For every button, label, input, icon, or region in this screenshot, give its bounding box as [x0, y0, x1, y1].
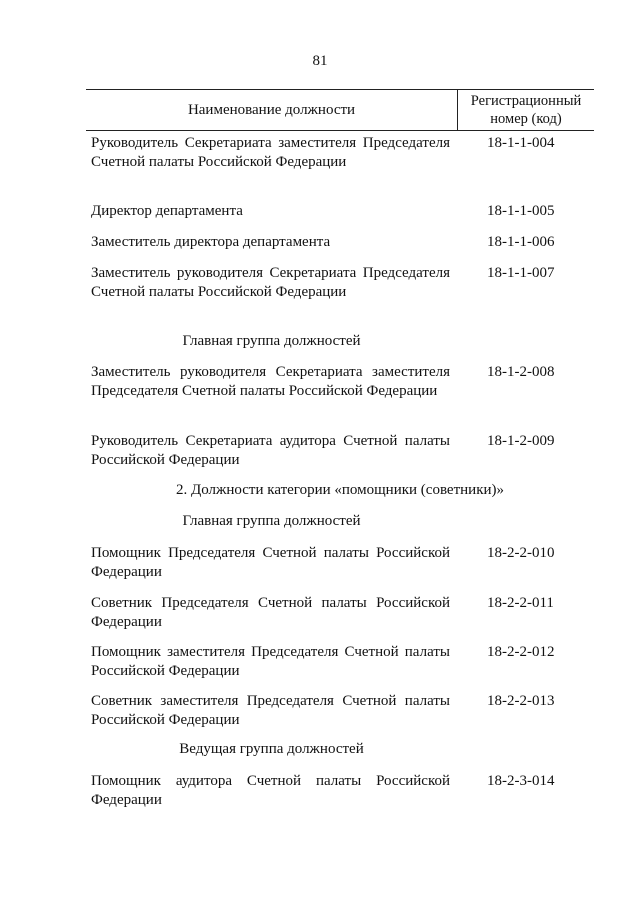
position-name: Заместитель директора департамента: [91, 234, 331, 250]
column-header-code-line2: номер (код): [490, 111, 562, 127]
position-code: 18-2-3-014: [487, 773, 555, 789]
section-heading: 2. Должности категории «помощники (советники)»: [175, 482, 505, 498]
position-code: 18-1-2-008: [487, 364, 555, 380]
table-header: [86, 89, 594, 131]
position-name: Помощник аудитора Счетной палаты Российской Федерации: [91, 773, 450, 808]
position-name: Помощник Председателя Счетной палаты Российской Федерации: [91, 545, 450, 580]
position-code: 18-2-2-012: [487, 644, 555, 660]
position-name: Советник заместителя Председателя Счетной палаты Российской Федерации: [91, 693, 450, 728]
column-header-code-line1: Регистрационный: [470, 93, 582, 109]
position-name: Руководитель Секретариата аудитора Счетной палаты Российской Федерации: [91, 433, 450, 468]
position-code: 18-2-2-013: [487, 693, 555, 709]
position-name: Руководитель Секретариата заместителя Председателя Счетной палаты Российской Федерации: [91, 135, 450, 170]
group-heading: Главная группа должностей: [182, 513, 361, 529]
column-header-name: Наименование должности: [187, 102, 356, 118]
position-code: 18-1-2-009: [487, 433, 555, 449]
position-name: Советник Председателя Счетной палаты Российской Федерации: [91, 595, 450, 630]
position-code: 18-1-1-005: [487, 203, 555, 219]
position-name: Директор департамента: [91, 203, 243, 219]
position-code: 18-1-1-006: [487, 234, 555, 250]
position-name: Заместитель руководителя Секретариата Председателя Счетной палаты Российской Федерации: [91, 265, 450, 300]
column-header-code: [458, 92, 594, 128]
position-code: 18-1-1-007: [487, 265, 555, 281]
group-heading: Главная группа должностей: [182, 333, 361, 349]
group-heading: Ведущая группа должностей: [179, 741, 364, 757]
page-number: 81: [312, 53, 328, 69]
position-code: 18-2-2-011: [487, 595, 554, 611]
position-code: 18-2-2-010: [487, 545, 555, 561]
position-name: Помощник заместителя Председателя Счетной палаты Российской Федерации: [91, 644, 450, 679]
position-name: Заместитель руководителя Секретариата заместителя Председателя Счетной палаты Российской Федерации: [91, 364, 450, 399]
position-code: 18-1-1-004: [487, 135, 555, 151]
